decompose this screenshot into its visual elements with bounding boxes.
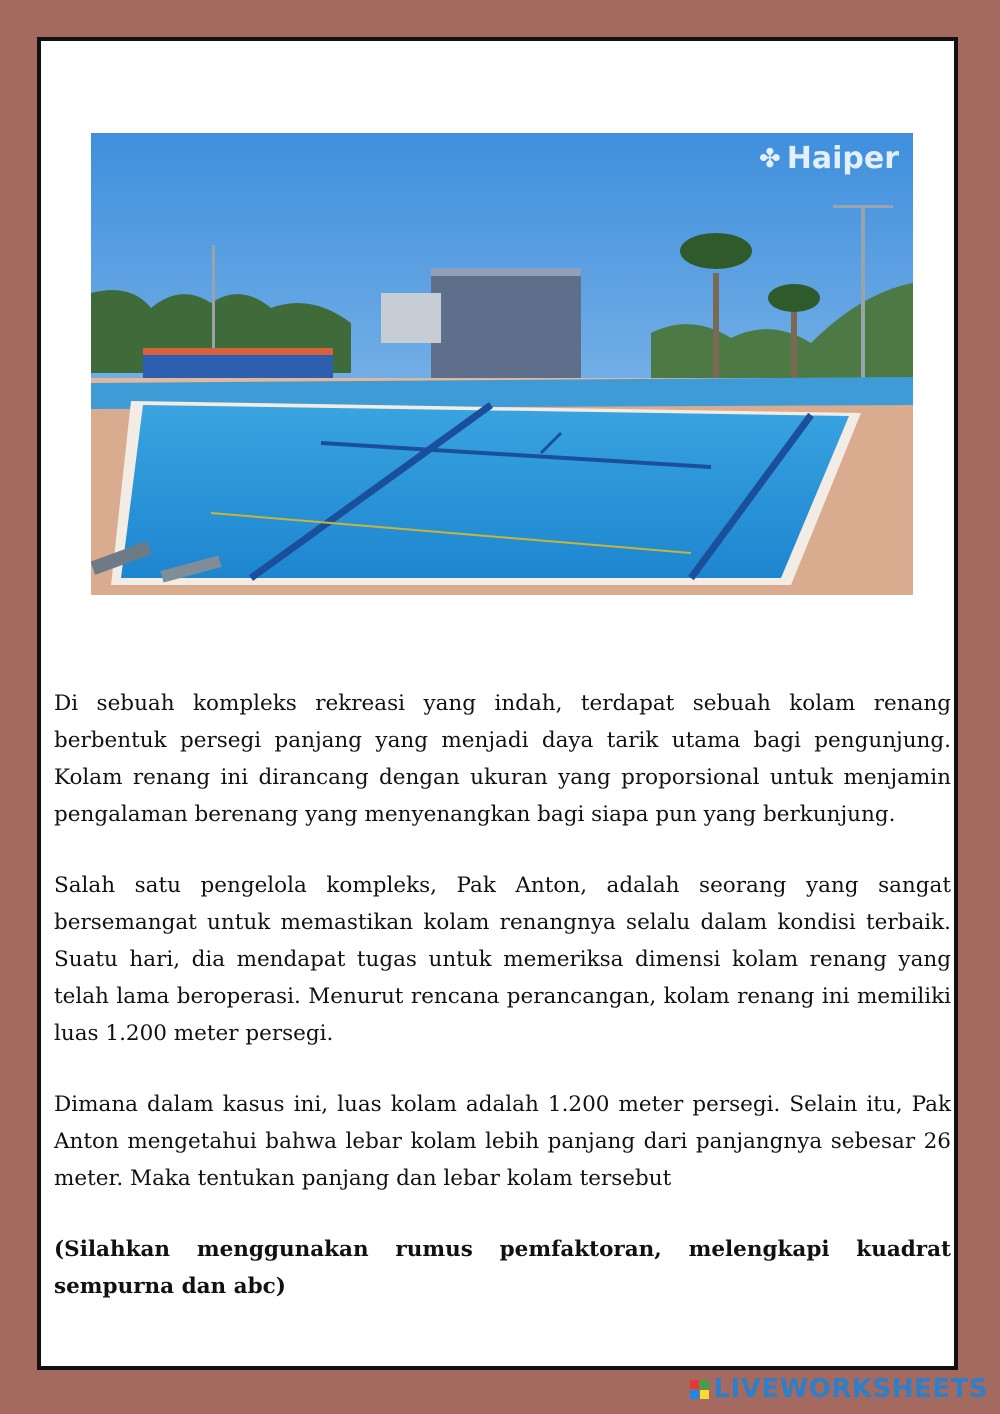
problem-text (54, 685, 951, 1305)
instruction-text: (Silahkan menggunakan rumus pemfaktoran, melengkapi kuadrat sempurna dan abc) (54, 1237, 951, 1299)
swimming-pool-photo (91, 133, 913, 595)
haiper-watermark (759, 141, 899, 176)
worksheet-page (37, 37, 958, 1370)
liveworksheets-brand: LIVEWORKSHEETS (713, 1374, 988, 1404)
paragraph-pak-anton: Salah satu pengelola kompleks, Pak Anton, adalah seorang yang sangat bersemangat untuk memastikan kolam renangnya selalu dalam kondisi terbaik. Suatu hari, dia mendapat tugas untuk memeriksa dimensi kolam renang yang telah lama beroperasi. Menurut rencana perancangan, kolam renang ini memiliki luas 1.200 meter persegi. (54, 873, 951, 1046)
clover-icon: ✤ (758, 143, 781, 174)
paragraph-intro: Di sebuah kompleks rekreasi yang indah, terdapat sebuah kolam renang berbentuk persegi panjang yang menjadi daya tarik utama bagi pengunjung. Kolam renang ini dirancang dengan ukuran yang proporsional untuk menjamin pengalaman berenang yang menyenangkan bagi siapa pun yang berkunjung. (54, 691, 951, 827)
liveworksheets-logo (690, 1374, 988, 1404)
watermark-text: Haiper (786, 141, 899, 176)
liveworksheets-badge-icon (690, 1380, 709, 1399)
paragraph-question: Dimana dalam kasus ini, luas kolam adalah 1.200 meter persegi. Selain itu, Pak Anton mengetahui bahwa lebar kolam lebih panjang dari panjangnya sebesar 26 meter. Maka tentukan panjang dan lebar kolam tersebut (54, 1092, 951, 1191)
